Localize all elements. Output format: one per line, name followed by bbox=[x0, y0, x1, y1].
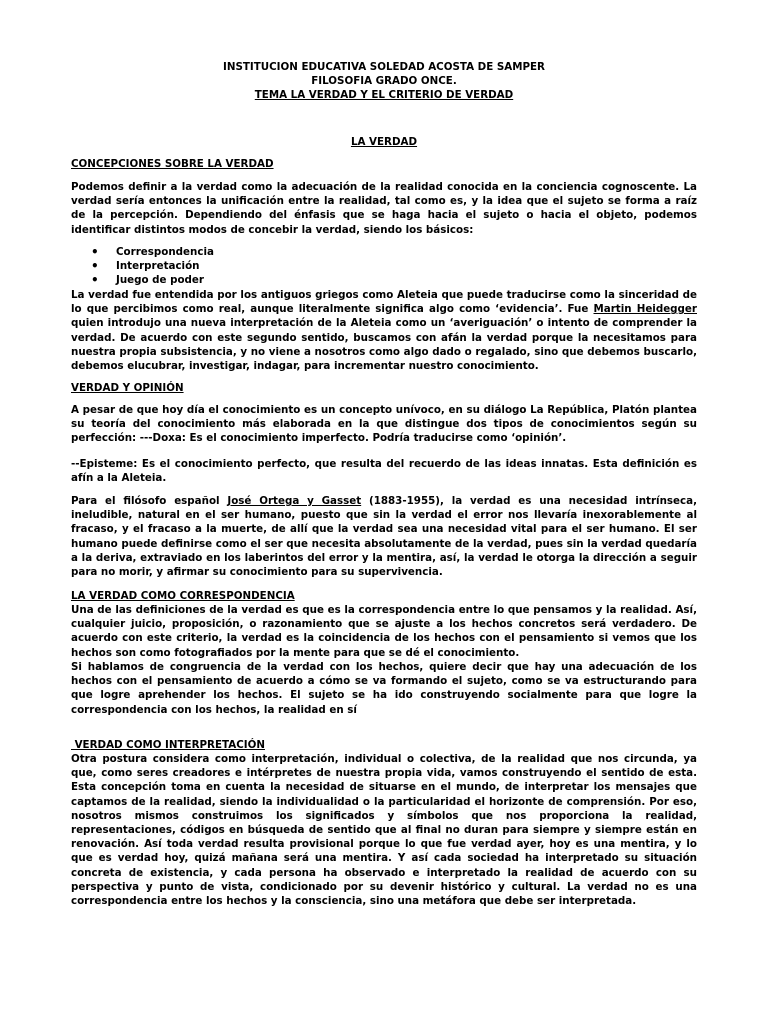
paragraph-episteme: --Episteme: Es el conocimiento perfecto, que resulta del recuerdo de las ideas innatas. Esta definición es afín a la Aleteia. bbox=[71, 458, 697, 485]
section-heading-interpretacion: VERDAD COMO INTERPRETACIÓN bbox=[71, 739, 265, 751]
institution-name: INSTITUCION EDUCATIVA SOLEDAD ACOSTA DE SAMPER bbox=[223, 61, 545, 73]
link-martin-heidegger[interactable]: Martin Heidegger bbox=[593, 303, 697, 316]
paragraph-correspondencia-2: Si hablamos de congruencia de la verdad con los hechos, quiere decir que hay una adecuación de los hechos con el pensamiento de acuerdo a cómo se va formando el sujeto, como se va estructurando para que logre aprehender los hechos. El sujeto se ha ido construyendo socialmente para que logre la correspondencia con los hechos, la realidad en sí bbox=[71, 661, 697, 716]
main-title: LA VERDAD bbox=[350, 136, 418, 148]
list-item: • Correspondencia bbox=[71, 245, 697, 259]
paragraph-platon: A pesar de que hoy día el conocimiento es un concepto unívoco, en su diálogo La República, Platón plantea su teoría del conocimiento más elaborada en la que distingue dos tipos de conocimientos según su perfección: ---Doxa: Es el conocimiento imperfecto. Podría traducirse como ‘opinión’. bbox=[71, 404, 697, 445]
topic-title: TEMA LA VERDAD Y EL CRITERIO DE VERDAD bbox=[254, 89, 514, 101]
document-header bbox=[71, 60, 697, 102]
paragraph-aleteia: La verdad fue entendida por los antiguos griegos como Aleteia que puede traducirse como la sinceridad de lo que percibimos como real, aunque literalmente significa algo como ‘evidencia’. Fue Martin Heidegger quien introdujo una nueva interpretación de la Aleteia como un ‘averiguación’ o intento de comprender la verdad. De acuerdo con este segundo sentido, buscamos con afán la verdad porque la necesitamos para nuestra propia subsistencia, y no viene a nosotros como algo dado o regalado, sino que debemos buscarlo, debemos elucubrar, investigar, indagar, para incrementar nuestro conocimiento. bbox=[71, 289, 697, 373]
paragraph-ortega: Para el filósofo español José Ortega y Gasset (1883-1955), la verdad es una necesidad intrínseca, ineludible, natural en el ser humano, puesto que sin la verdad el error nos llevaría inexorablemente al fracaso, y el fracaso a la muerte, de allí que la verdad sea una necesidad vital para el ser humano. El ser humano puede definirse como el ser que necesita absolutamente de la verdad, pues sin la verdad quedaría a la deriva, extraviado en los laberintos del error y la mentira, así, la verdad le otorga la dirección a seguir para no morir, y afirmar su conocimiento para su supervivencia. bbox=[71, 495, 697, 579]
section-heading-concepciones: CONCEPCIONES SOBRE LA VERDAD bbox=[71, 158, 274, 170]
paragraph-definition: Podemos definir a la verdad como la adecuación de la realidad conocida en la conciencia cognoscente. La verdad sería entonces la unificación entre la realidad, tal como es, y la idea que el sujeto se forma a raíz de la percepción. Dependiendo del énfasis que se haga hacia el sujeto o hacia el objeto, podemos identificar distintos modos de concebir la verdad, siendo los básicos: bbox=[71, 181, 697, 236]
truth-modes-list bbox=[71, 245, 697, 288]
list-item: • Interpretación bbox=[71, 259, 697, 273]
link-ortega-y-gasset[interactable]: José Ortega y Gasset bbox=[227, 495, 362, 507]
section-heading-correspondencia: LA VERDAD COMO CORRESPONDENCIA bbox=[71, 590, 295, 602]
list-item: • Juego de poder bbox=[71, 273, 697, 287]
paragraph-correspondencia-1: Una de las definiciones de la verdad es que es la correspondencia entre lo que pensamos y la realidad. Así, cualquier juicio, proposición, o razonamiento que se ajuste a los hechos concretos será verdadero. De acuerdo con este criterio, la verdad es la coincidencia de los hechos con el pensamiento si vemos que los hechos son como fotografiados por la mente para que se dé el conocimiento. bbox=[71, 604, 697, 659]
course-name: FILOSOFIA GRADO ONCE. bbox=[311, 75, 457, 87]
section-heading-verdad-opinion: VERDAD Y OPINIÓN bbox=[71, 382, 184, 394]
paragraph-interpretacion: Otra postura considera como interpretación, individual o colectiva, de la realidad que nos circunda, ya que, como seres creadores e intérpretes de nuestra propia vida, vamos construyendo el sentido de esta. Esta concepción toma en cuenta la necesidad de situarse en el mundo, de interpretar los mensajes que captamos de la realidad, siendo la individualidad o la particularidad el horizonte de comprensión. Por eso, nosotros mismos construimos los significados y símbolos que nos proporciona la realidad, representaciones, códigos en búsqueda de sentido que al final no duran para siempre y siempre están en renovación. Así toda verdad resulta provisional porque lo que fue verdad ayer, hoy es una mentira, y lo que es verdad hoy, quizá mañana será una mentira. Y así cada sociedad ha interpretado su situación concreta de existencia, y cada persona ha observado e interpretado la realidad de acuerdo con su perspectiva y punto de vista, condicionado por su devenir histórico y cultural. La verdad no es una correspondencia entre los hechos y la consciencia, sino una metáfora que debe ser interpretada. bbox=[71, 753, 697, 908]
